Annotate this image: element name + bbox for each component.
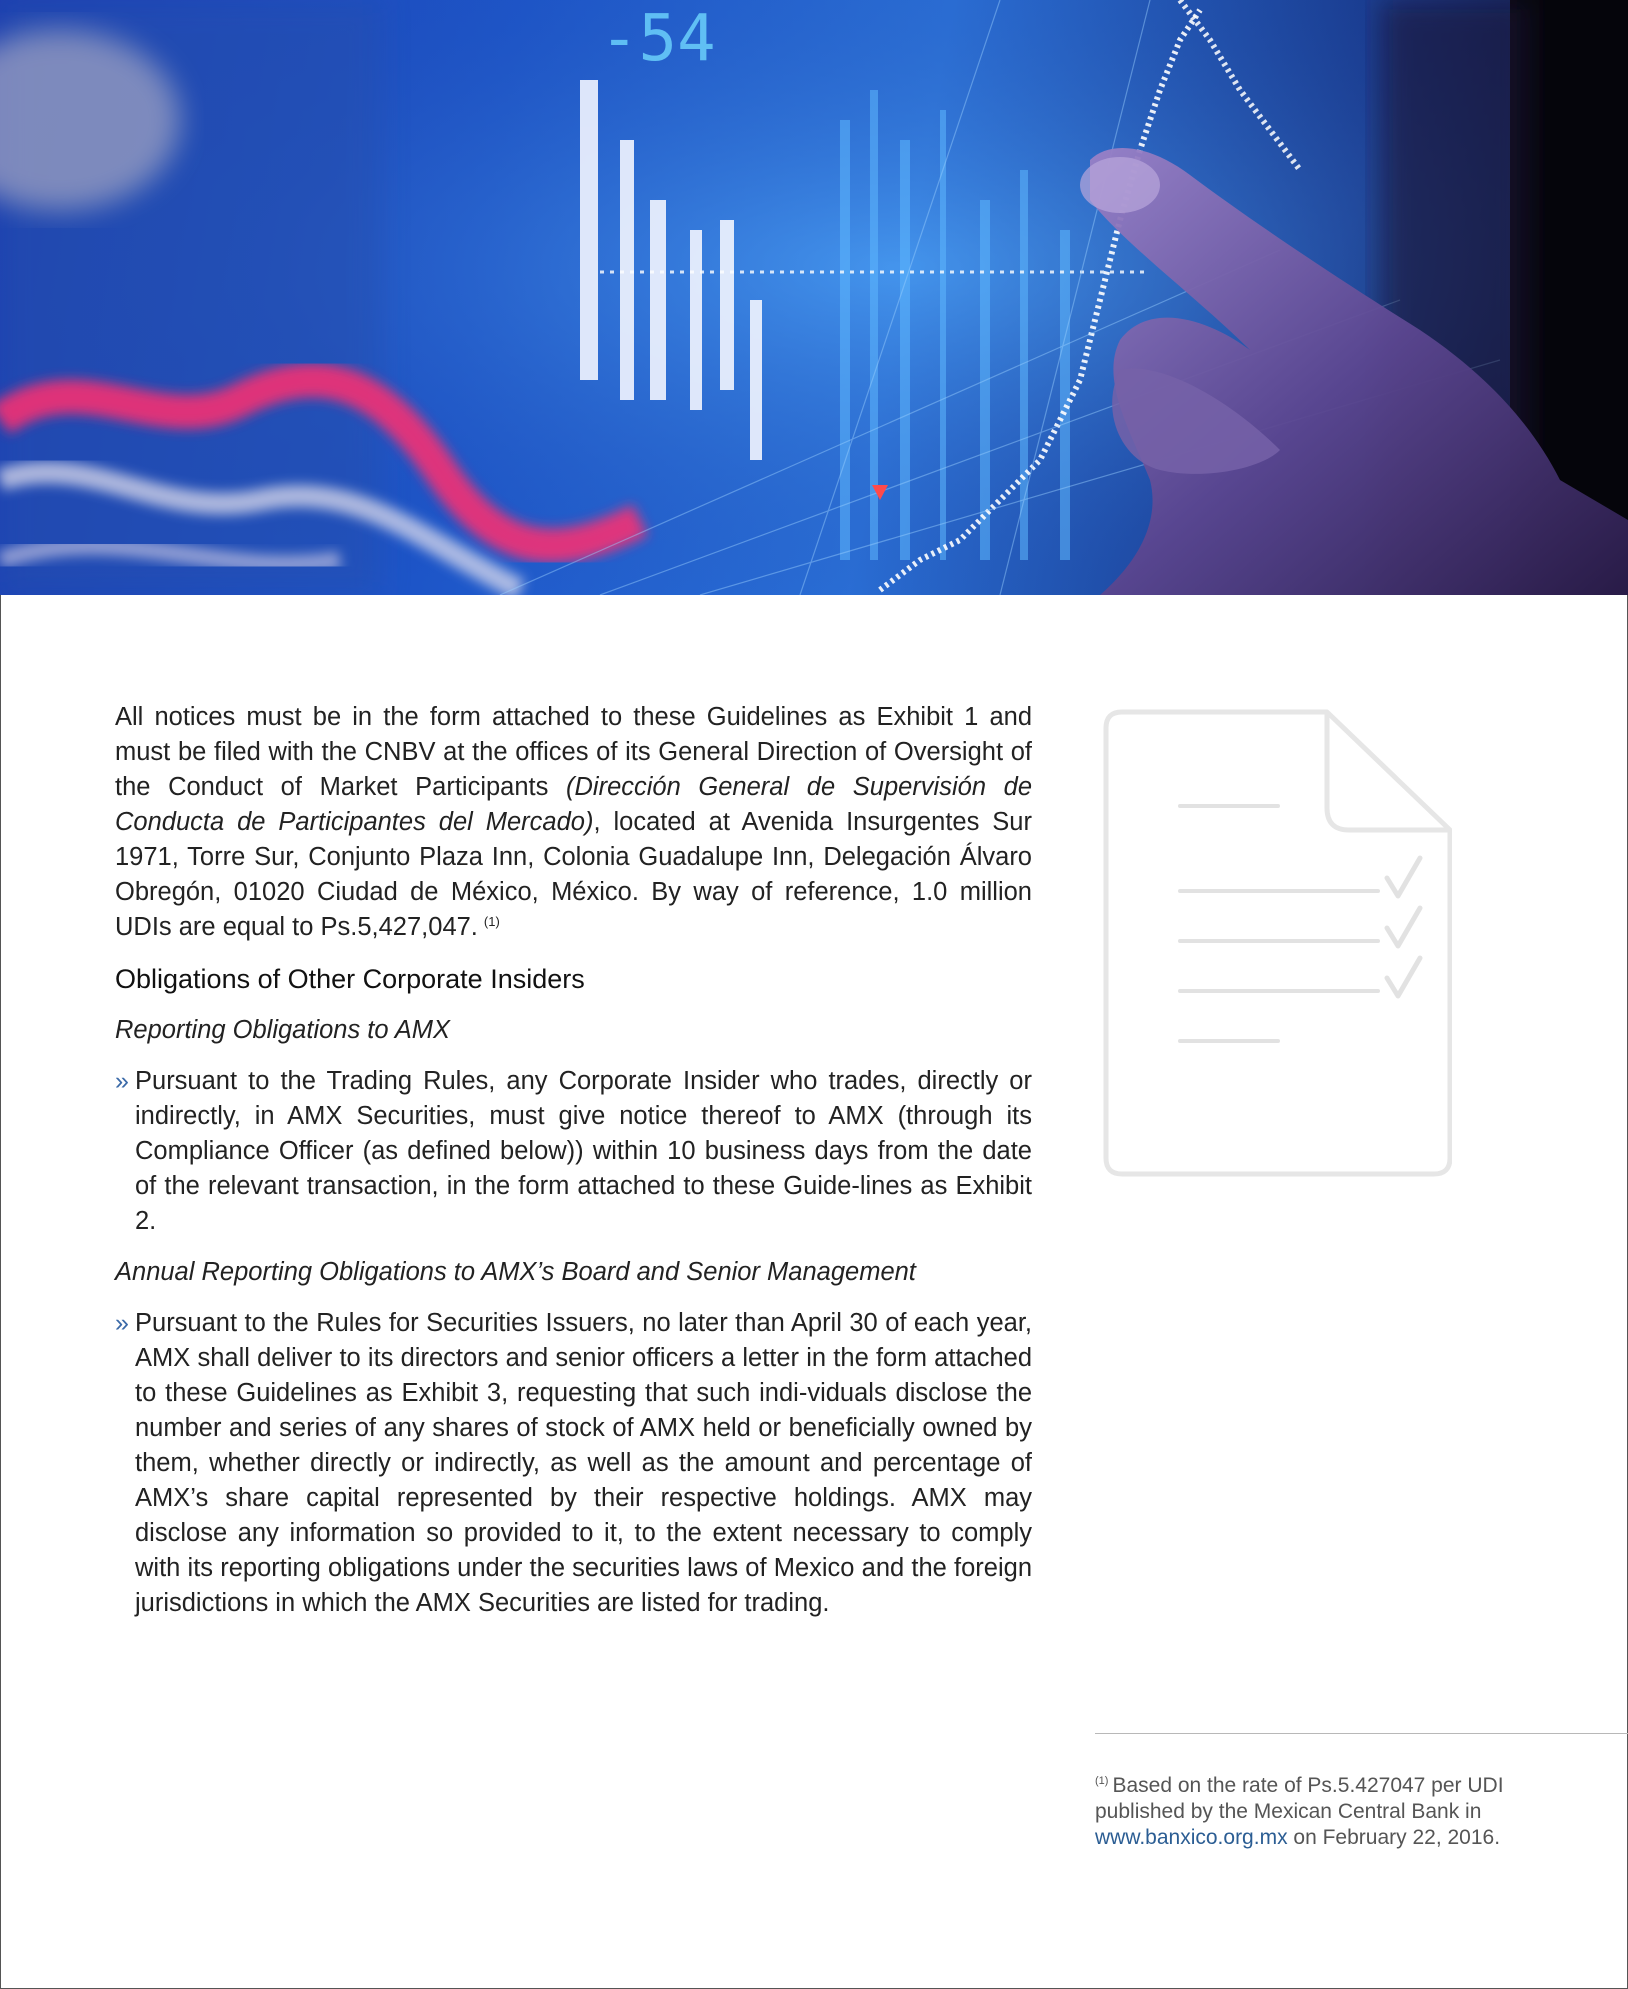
stock-chart-illustration	[0, 0, 1628, 595]
list-item: » Pursuant to the Rules for Securities Issuers, no later than April 30 of each year, AMX shall deliver to its directors and senior officers a letter in the form attached to these Guidelines as Exhibit 3, requesting that such indi-viduals disclose the number and series of any shares of stock of AMX held or beneficially owned by them, whether directly or indirectly, as well as the amount and percentage of AMX’s share capital represented by their respective holdings. AMX may disclose any information so provided to it, to the extent necessary to comply with its reporting obligations under the securities laws of Mexico and the foreign jurisdictions in which the AMX Securities are listed for trading.	[115, 1306, 1032, 1621]
footnote: $^{(1)}$ Based on the rate of Ps.5.427047 per UDI published by the Mexican Central Bank in www.banxico.org.mx on February 22, 2016.	[1095, 1774, 1504, 1849]
section-heading: Obligations of Other Corporate Insiders	[115, 964, 585, 994]
list-item: » Pursuant to the Trading Rules, any Corporate Insider who trades, directly or indirectly, in AMX Securities, must give notice thereof to AMX (through its Compliance Officer (as defined below)) within 10 business days from the date of the relevant transaction, in the form attached to these Guide-lines as Exhibit 2.	[115, 1064, 1032, 1239]
bullet-chevron-icon: »	[115, 1309, 129, 1337]
svg-text:-54: -54	[600, 2, 716, 76]
subheading-reporting-obligations: Reporting Obligations to AMX	[115, 1016, 450, 1044]
hero-banner-image	[0, 0, 1628, 595]
subheading-annual-reporting: Annual Reporting Obligations to AMX’s Board and Senior Management	[115, 1258, 916, 1286]
bullet-chevron-icon: »	[115, 1067, 129, 1095]
footnote-reference: (1)	[483, 913, 500, 929]
banxico-link[interactable]: www.banxico.org.mx	[1095, 1826, 1288, 1849]
main-content	[115, 700, 1032, 1621]
notice-paragraph: All notices must be in the form attached to these Guidelines as Exhibit 1 and must be filed with the CNBV at the offices of its General Direction of Oversight of the Conduct of Market Participants (Dirección General de Supervisión de Conducta de Participantes del Mercado), located at Avenida Insurgentes Sur 1971, Torre Sur, Conjunto Plaza Inn, Colonia Guadalupe Inn, Delegación Álvaro Obregón, 01020 Ciudad de México, México. By way of reference, 1.0 million UDIs are equal to Ps.5,427,047. $^{(1)}$	[115, 703, 1032, 941]
footnote-divider	[1095, 1733, 1628, 1734]
checklist-document-icon	[1102, 708, 1452, 1183]
